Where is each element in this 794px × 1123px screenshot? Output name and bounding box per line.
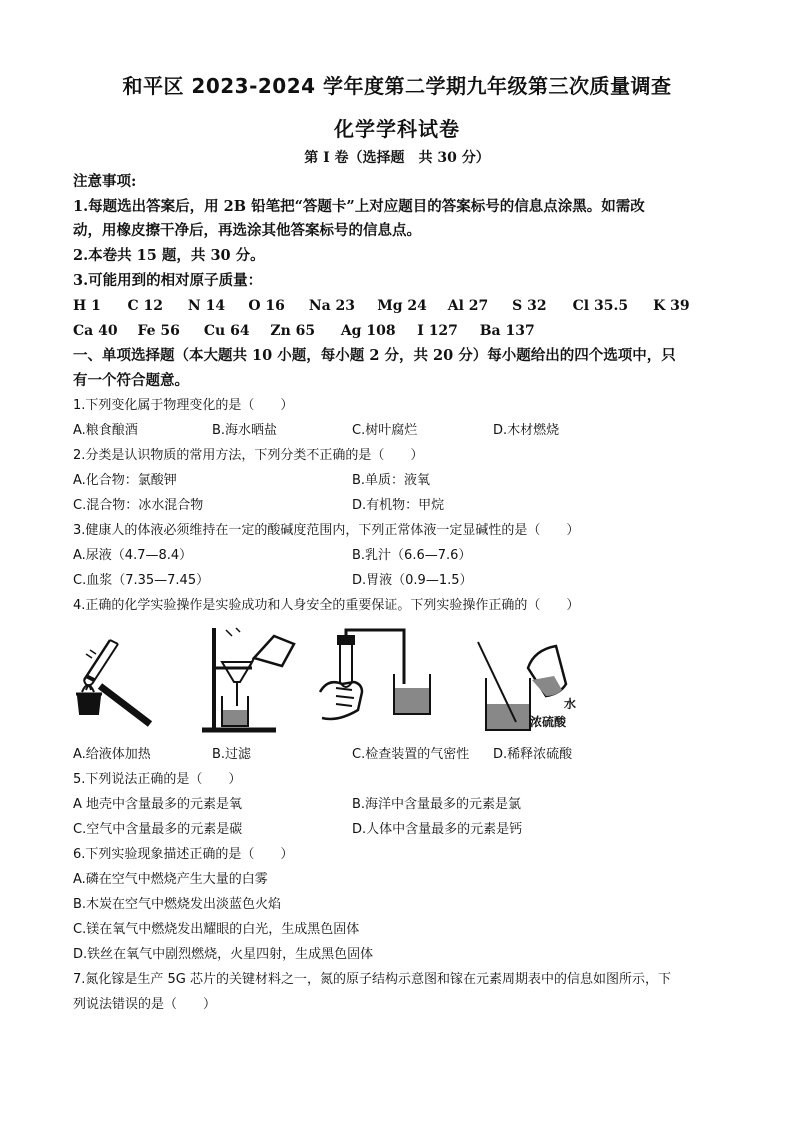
question-1-option-a: A.粮食酿酒 [73,423,138,438]
question-4-option-a: A.给液体加热 [73,747,151,762]
atomic-mass: N 14 [187,298,226,314]
question-5-option-c: C.空气中含量最多的元素是碳 [73,822,243,837]
atomic-mass: Al 27 [447,298,489,314]
atomic-mass-row-2 [73,321,540,341]
notes-item-2: 2.本卷共 15 题，共 30 分。 [73,247,265,264]
notes-item-1-line-2: 动，用橡皮擦干净后，再选涂其他答案标号的信息点。 [73,222,421,239]
figure-label-acid: 浓硫酸 [530,715,567,729]
question-6-option-a: A.磷在空气中燃烧产生大量的白雾 [73,872,268,887]
question-7-stem-line-2: 列说法错误的是（ ） [73,997,217,1012]
question-2-option-d: D.有机物：甲烷 [352,498,445,513]
question-3-stem: 3.健康人的体液必须维持在一定的酸碱度范围内，下列正常体液一定显碱性的是（ ） [73,523,580,538]
question-4-option-b: B.过滤 [212,747,252,762]
question-2-option-b: B.单质：液氧 [352,473,431,488]
question-6-stem: 6.下列实验现象描述正确的是（ ） [73,847,294,862]
atomic-mass: C 12 [127,298,163,314]
atomic-mass: Ag 108 [340,323,396,339]
figure-airtightness-check [318,622,438,742]
notes-item-3: 3.可能用到的相对原子质量： [73,272,263,289]
section-heading: 第 I 卷（选择题 共 30 分） [304,150,490,166]
notes-item-1-line-1: 1.每题选出答案后，用 2B 铅笔把“答题卡”上对应题目的答案标号的信息点涂黑。如需改 [73,198,645,215]
question-1-option-d: D.木材燃烧 [493,423,560,438]
part-1-instruction-line-1: 一、单项选择题（本大题共 10 小题，每小题 2 分，共 20 分）每小题给出的四个选项中，只 [73,347,676,364]
atomic-mass: H 1 [73,298,101,314]
question-6-option-d: D.铁丝在氧气中剧烈燃烧，火星四射，生成黑色固体 [73,947,374,962]
question-3-option-b: B.乳汁（6.6—7.6） [352,548,472,563]
question-2-option-c: C.混合物：冰水混合物 [73,498,204,513]
question-3-option-d: D.胃液（0.9—1.5） [352,573,473,588]
notes-heading: 注意事项: [73,173,137,190]
atomic-mass: Zn 65 [270,323,316,339]
question-6-option-b: B.木炭在空气中燃烧发出淡蓝色火焰 [73,897,282,912]
atomic-mass: Na 23 [308,298,356,314]
figure-diluting-acid [470,622,590,742]
question-2-stem: 2.分类是认识物质的常用方法，下列分类不正确的是（ ） [73,448,424,463]
question-5-option-d: D.人体中含量最多的元素是钙 [352,822,523,837]
question-4-option-c: C.检查装置的气密性 [352,747,470,762]
atomic-mass: Fe 56 [137,323,180,339]
atomic-mass: Ca 40 [73,323,118,339]
question-6-option-c: C.镁在氧气中燃烧发出耀眼的白光，生成黑色固体 [73,922,360,937]
atomic-mass: Mg 24 [377,298,427,314]
atomic-mass-row-1 [73,296,703,316]
exam-title: 和平区 2023-2024 学年度第二学期九年级第三次质量调查 [122,74,672,98]
part-1-instruction-line-2: 有一个符合题意。 [73,372,189,389]
atomic-mass: S 32 [512,298,547,314]
question-5-stem: 5.下列说法正确的是（ ） [73,772,242,787]
atomic-mass: K 39 [653,298,690,314]
atomic-mass: Ba 137 [479,323,535,339]
question-7-stem-line-1: 7.氮化镓是生产 5G 芯片的关键材料之一，氮的原子结构示意图和镓在元素周期表中的信息如图所示，下 [73,972,672,987]
question-1-option-b: B.海水晒盐 [212,423,278,438]
question-5-option-b: B.海洋中含量最多的元素是氯 [352,797,522,812]
atomic-mass: Cl 35.5 [572,298,629,314]
atomic-mass: I 127 [417,323,458,339]
question-1-stem: 1.下列变化属于物理变化的是（ ） [73,398,294,413]
question-3-option-a: A.尿液（4.7—8.4） [73,548,193,563]
figure-label-water: 水 [564,697,577,711]
atomic-mass: Cu 64 [203,323,250,339]
tube-holder [100,686,150,724]
exam-subtitle: 化学学科试卷 [334,117,460,141]
figure-heating-liquid [72,622,162,742]
question-5-option-a: A 地壳中含量最多的元素是氧 [73,797,243,812]
question-4-stem: 4.正确的化学实验操作是实验成功和人身安全的重要保证。下列实验操作正确的（ ） [73,598,580,613]
atomic-mass: O 16 [248,298,285,314]
question-2-option-a: A.化合物：氯酸钾 [73,473,177,488]
question-4-option-d: D.稀释浓硫酸 [493,747,573,762]
question-1-option-c: C.树叶腐烂 [352,423,418,438]
question-3-option-c: C.血浆（7.35—7.45） [73,573,210,588]
figure-filtration [196,622,306,742]
